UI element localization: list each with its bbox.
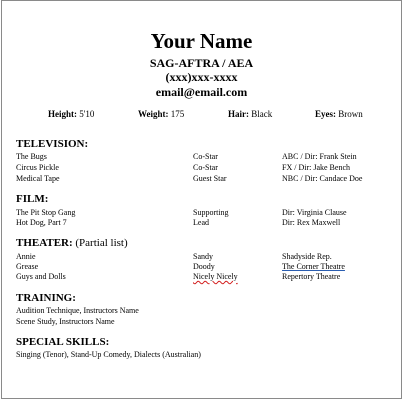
credit-director: Dir: Virginia Clause — [282, 208, 347, 217]
skills-line: Singing (Tenor), Stand-Up Comedy, Dialects (Australian) — [16, 350, 201, 359]
height-stat — [48, 109, 94, 119]
actor-name: Your Name — [150, 29, 253, 53]
credit-title: Hot Dog, Part 7 — [16, 218, 67, 227]
weight-label: Weight: — [138, 109, 169, 119]
credit-role: Co-Star — [193, 163, 218, 172]
hair-value: Black — [251, 109, 273, 119]
phone-number: (xxx)xxx-xxxx — [165, 70, 238, 84]
eyes-stat — [315, 109, 363, 119]
table-row — [2, 272, 401, 283]
resume-page — [1, 0, 402, 399]
credit-title: Annie — [16, 252, 36, 261]
credit-role: Supporting — [193, 208, 229, 217]
credit-role: Sandy — [193, 252, 213, 261]
credit-title: Circus Pickle — [16, 163, 59, 172]
theater-note: (Partial list) — [75, 237, 128, 249]
email-address: email@email.com — [155, 85, 248, 99]
theater-title: THEATER: — [16, 237, 73, 249]
weight-stat — [138, 109, 184, 119]
film-heading: FILM: — [16, 193, 49, 205]
hair-label: Hair: — [228, 109, 249, 119]
credit-director: Dir: Rex Maxwell — [282, 218, 341, 227]
credit-venue: Shadyside Rep. — [282, 252, 332, 261]
credit-venue: The Corner Theatre — [282, 262, 345, 271]
hair-stat — [228, 109, 272, 119]
credit-producer: NBC / Dir: Candace Doe — [282, 174, 363, 183]
credit-title: Grease — [16, 262, 39, 271]
weight-value: 175 — [170, 109, 185, 119]
credit-role: Doody — [193, 262, 215, 271]
training-line: Audition Technique, Instructors Name — [16, 306, 139, 315]
table-row — [2, 174, 401, 185]
union-affiliation: SAG-AFTRA / AEA — [149, 56, 254, 70]
credit-producer: ABC / Dir: Frank Stein — [282, 152, 357, 161]
credit-title: Medical Tape — [16, 174, 60, 183]
skills-heading: SPECIAL SKILLS: — [16, 336, 110, 348]
credit-role: Nicely Nicely — [193, 272, 238, 281]
eyes-label: Eyes: — [315, 109, 336, 119]
credit-producer: FX / Dir: Jake Bench — [282, 163, 350, 172]
credit-title: The Pit Stop Gang — [16, 208, 76, 217]
credit-role: Lead — [193, 218, 209, 227]
table-row — [2, 218, 401, 229]
credit-venue: Repertory Theatre — [282, 272, 341, 281]
television-heading: TELEVISION: — [16, 138, 89, 150]
table-row — [2, 152, 401, 163]
height-label: Height: — [48, 109, 77, 119]
eyes-value: Brown — [338, 109, 363, 119]
credit-role: Guest Star — [193, 174, 227, 183]
credit-title: Guys and Dolls — [16, 272, 66, 281]
height-value: 5'10 — [79, 109, 95, 119]
credit-role: Co-Star — [193, 152, 218, 161]
credit-title: The Bugs — [16, 152, 47, 161]
training-heading: TRAINING: — [16, 292, 76, 304]
training-line: Scene Study, Instructors Name — [16, 317, 115, 326]
table-row — [2, 163, 401, 174]
theater-heading — [16, 237, 128, 249]
